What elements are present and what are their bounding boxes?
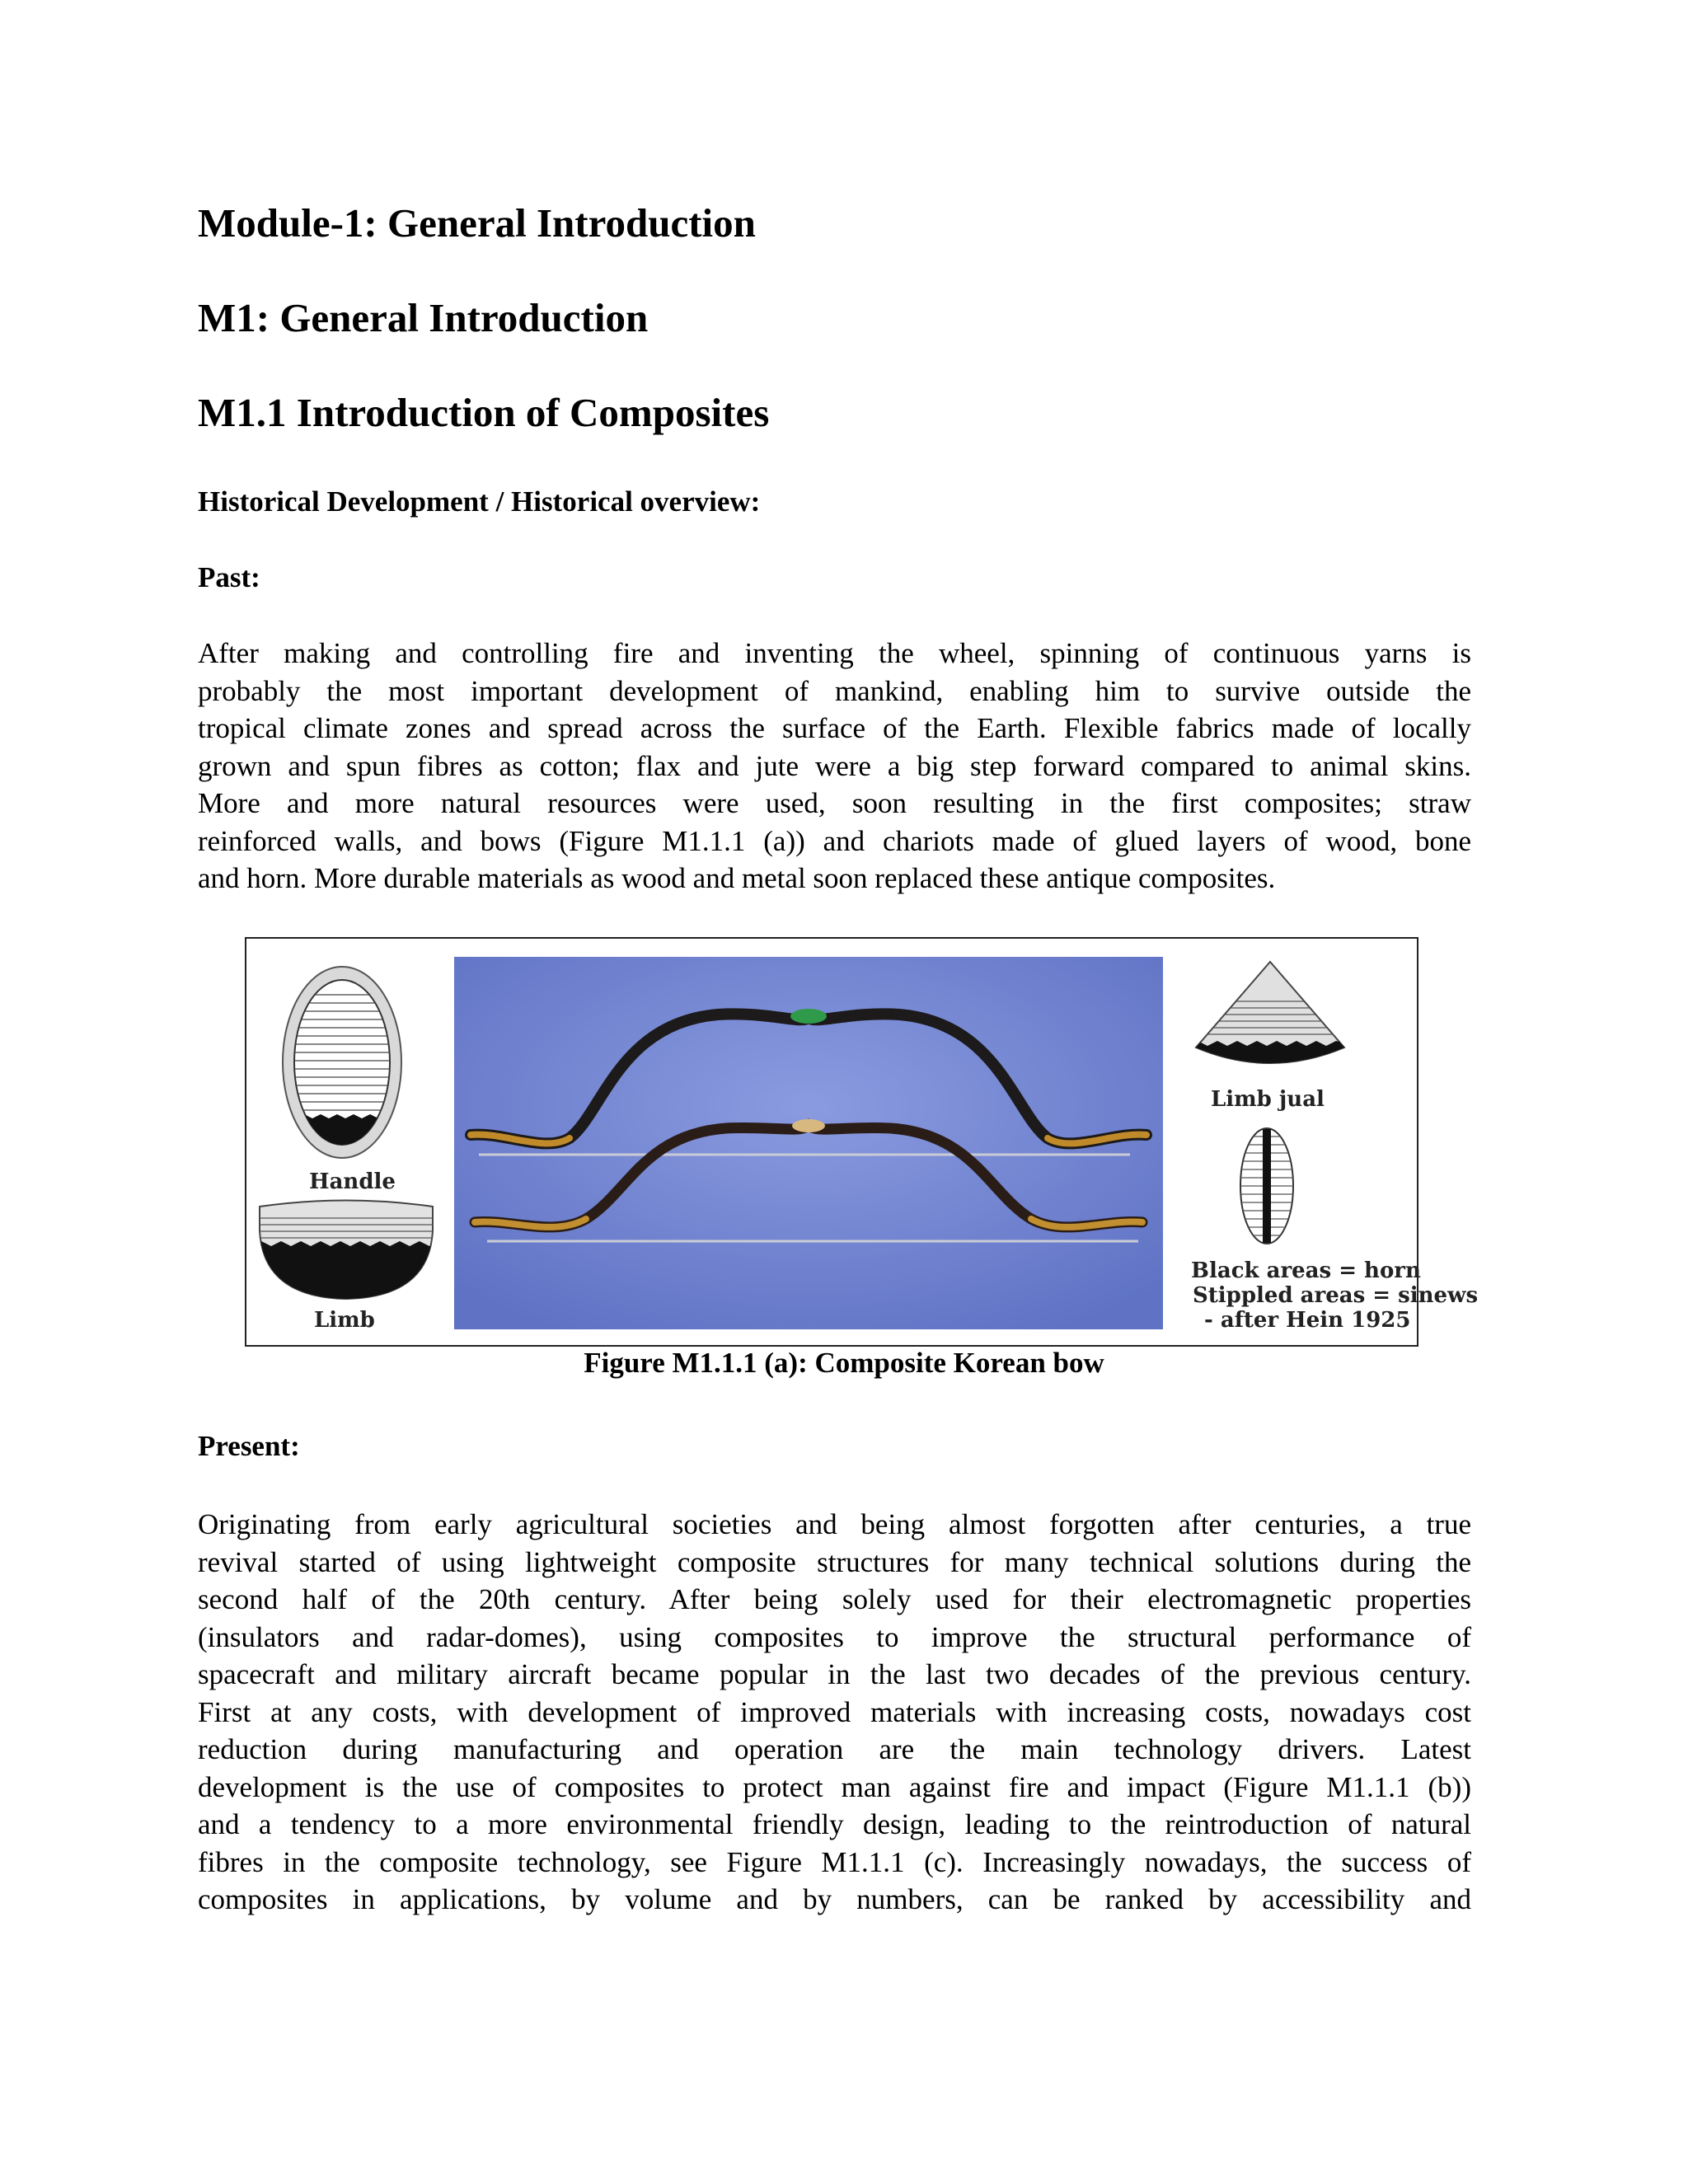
past-line: More and more natural resources were used, soon resulting in the first composites; straw (198, 787, 1471, 819)
limb-jual-label: Limb jual (1211, 1087, 1325, 1112)
past-line: probably the most important development of mankind, enabling him to survive outside the (198, 674, 1471, 707)
historical-heading: Historical Development / Historical overview: (198, 485, 761, 518)
legend-horn: Black areas = horn (1191, 1258, 1421, 1283)
past-line: grown and spun fibres as cotton; flax and jute were a big step forward compared to animal skins. (198, 749, 1471, 782)
present-paragraph (198, 1506, 1471, 1919)
present-line: development is the use of composites to protect man against fire and impact (Figure M1.1.1 (b)) (198, 1770, 1471, 1803)
legend-source: - after Hein 1925 (1204, 1308, 1411, 1333)
handle-cross-section (279, 962, 405, 1168)
figure-caption: Figure M1.1.1 (a): Composite Korean bow (584, 1347, 1104, 1379)
bow-photo (454, 957, 1163, 1329)
past-line: After making and controlling fire and inventing the wheel, spinning of continuous yarns is (198, 637, 1471, 669)
siyah-cross-section (1234, 1124, 1300, 1248)
present-line: Originating from early agricultural societies and being almost forgotten after centuries, a true (198, 1508, 1471, 1540)
bow-figure (245, 937, 1479, 1347)
limb-cross-section (251, 1198, 441, 1305)
past-heading: Past: (198, 561, 260, 593)
module-title: Module-1: General Introduction (198, 200, 756, 246)
present-line: First at any costs, with development of improved materials with increasing costs, nowadays cost (198, 1695, 1471, 1728)
present-heading: Present: (198, 1430, 300, 1462)
present-line: fibres in the composite technology, see Figure M1.1.1 (c). Increasingly nowadays, the success of (198, 1845, 1471, 1878)
present-line: second half of the 20th century. After being solely used for their electromagnetic properties (198, 1583, 1471, 1615)
present-line: revival started of using lightweight composite structures for many technical solutions during the (198, 1545, 1471, 1578)
limb-label: Limb (314, 1308, 375, 1333)
present-line: composites in applications, by volume and by numbers, can be ranked by accessibility and (198, 1883, 1471, 1915)
m1-title: M1: General Introduction (198, 295, 649, 340)
present-line: reduction during manufacturing and operation are the main technology drivers. Latest (198, 1733, 1471, 1765)
present-line: spacecraft and military aircraft became popular in the last two decades of the previous century. (198, 1658, 1471, 1690)
handle-label: Handle (309, 1169, 396, 1194)
past-line: reinforced walls, and bows (Figure M1.1.1 (a)) and chariots made of glued layers of wood, bone (198, 824, 1471, 857)
past-line: and horn. More durable materials as wood and metal soon replaced these antique composites. (198, 862, 1276, 894)
legend-sinews: Stippled areas = sinews (1193, 1283, 1479, 1308)
m11-title: M1.1 Introduction of Composites (198, 390, 770, 435)
composite-bows (454, 957, 1163, 1329)
limb-jual-cross-section (1188, 955, 1353, 1087)
present-line: and a tendency to a more environmental friendly design, leading to the reintroduction of natural (198, 1808, 1471, 1840)
past-paragraph (198, 635, 1471, 898)
past-line: tropical climate zones and spread across the surface of the Earth. Flexible fabrics made of locally (198, 712, 1471, 744)
present-line: (insulators and radar-domes), using composites to improve the structural performance of (198, 1620, 1471, 1653)
